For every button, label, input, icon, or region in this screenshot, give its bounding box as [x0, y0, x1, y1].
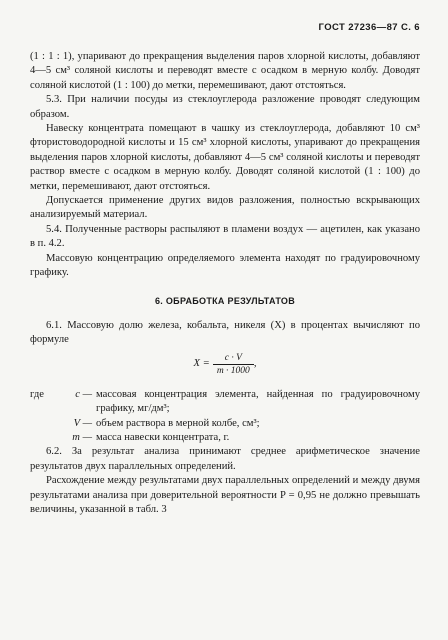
formula-tail: , — [253, 358, 257, 370]
definition-text: объем раствора в мерной колбе, см³; — [96, 417, 260, 429]
formula — [30, 352, 420, 382]
paragraph: Допускается применение других видов разложения, полностью вскрывающих анализируемый материал. — [30, 195, 420, 221]
where-label: где — [30, 388, 44, 400]
definition-row — [30, 388, 420, 417]
formula-denominator: m · 1000 — [213, 364, 254, 377]
paragraph: Навеску концентрата помещают в чашку из стеклоуглерода, добавляют 10 см³ фтористоводородной кислоты и 15 см³ хлорной кислоты, упаривают до прекращения выделения паров хлорной кислоты, добавляют 4—5 см³ соляной кислоты и переводят раствор вместе с осадком в мерную колбу. Доводят соляной кислотой (1 : 100) до метки, перемешивают, дают отстояться. — [30, 123, 420, 192]
paragraph: Расхождение между результатами двух параллельных определений и между двумя результатами анализа при доверительной вероятности P = 0,95 не должно превышать величины, указанной в табл. 3 — [30, 475, 420, 515]
paragraph: 5.4. Полученные растворы распыляют в пламени воздух — ацетилен, как указано в п. 4.2. — [30, 223, 420, 250]
definition-symbol: c — — [75, 388, 92, 400]
formula-lhs: X = — [193, 358, 210, 370]
document-body — [30, 50, 420, 517]
paragraph: 5.3. При наличии посуды из стеклоуглерода разложение проводят следующим образом. — [30, 94, 420, 120]
definition-row — [30, 417, 420, 431]
formula-numerator: c · V — [224, 352, 242, 363]
paragraph: Массовую концентрацию определяемого элемента находят по градуировочному графику. — [30, 252, 420, 279]
definition-text: массовая концентрация элемента, найденная по градуировочному графику, мг/дм³; — [96, 388, 420, 415]
paragraph: 6.1. Массовую долю железа, кобальта, никеля (X) в процентах вычисляют по формуле — [30, 319, 420, 346]
definition-text: масса навески концентрата, г. — [96, 431, 230, 443]
definition-symbol: V — — [73, 417, 92, 429]
section-title: 6. ОБРАБОТКА РЕЗУЛЬТАТОВ — [154, 295, 296, 306]
definitions-list — [30, 388, 420, 446]
page-header: ГОСТ 27236—87 С. 6 — [318, 22, 420, 33]
paragraph: 6.2. За результат анализа принимают среднее арифметическое значение результатов двух параллельных определений. — [30, 446, 420, 472]
definition-row — [30, 431, 420, 445]
paragraph: (1 : 1 : 1), упаривают до прекращения выделения паров хлорной кислоты, добавляют 4—5 см³ соляной кислоты и переводят вместе с осадком в мерную колбу. Доводят соляной кислотой (1 : 100) до метки, перемешивают, дают отстояться. — [30, 51, 420, 91]
formula-fraction — [213, 352, 254, 377]
definition-symbol: m — — [72, 431, 92, 443]
